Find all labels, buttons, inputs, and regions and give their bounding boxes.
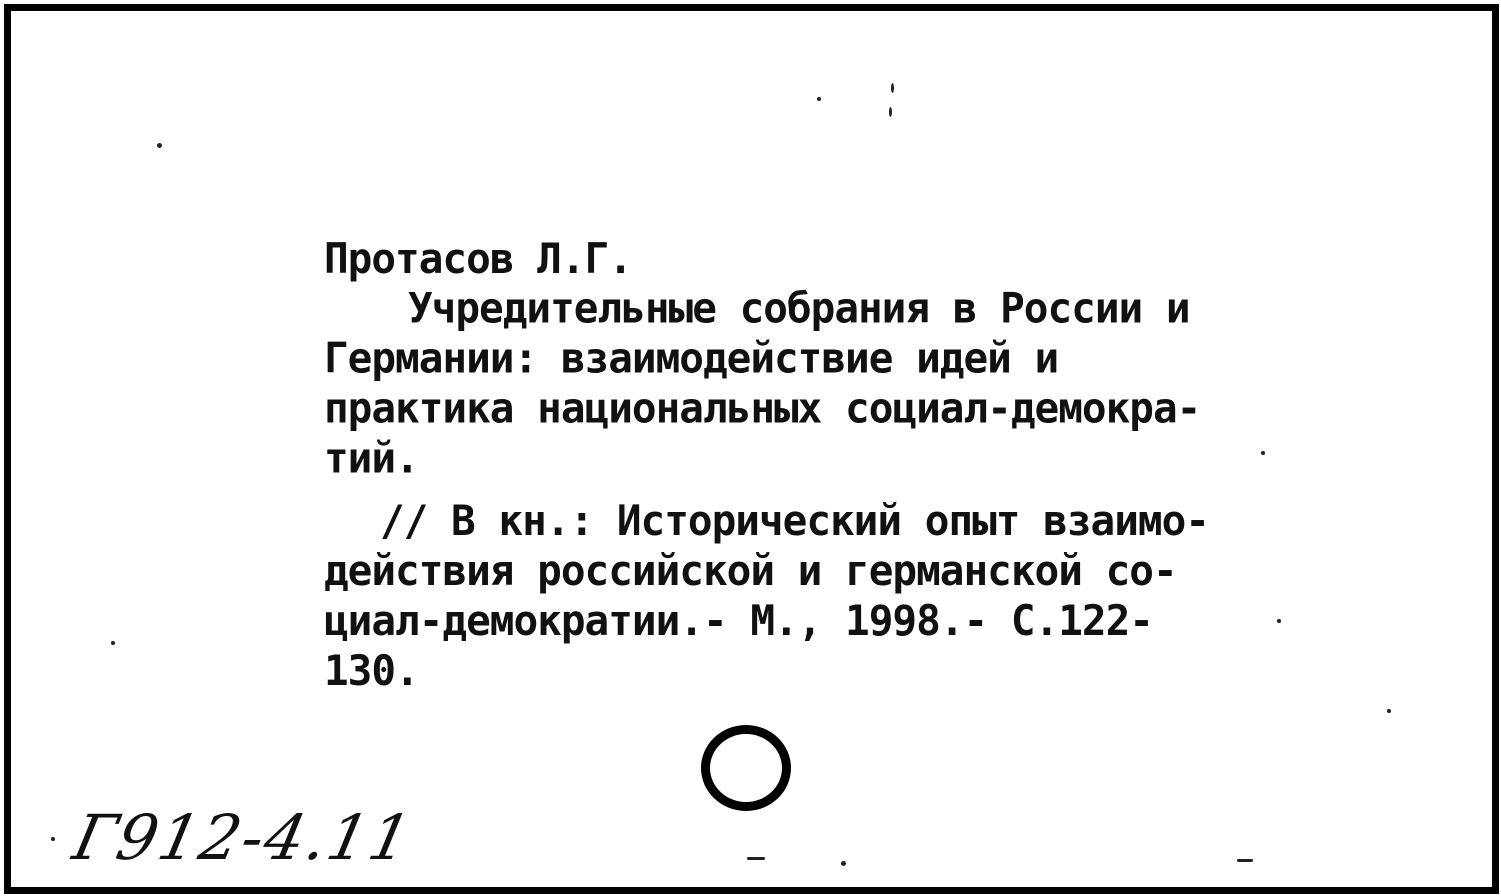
scan-speck: [817, 97, 821, 101]
title-line-1: Учредительные собрания в России и: [408, 283, 1190, 333]
catalog-card: [4, 4, 1499, 894]
source-line-3: циал-демократии.- М., 1998.- С.122-: [324, 596, 1153, 646]
handwritten-shelfmark: Г912-4.11: [67, 801, 420, 874]
title-line-2: Германии: взаимодействие идей и: [324, 333, 1059, 383]
scan-speck: [111, 641, 115, 645]
scan-speck: [157, 143, 162, 148]
scan-speck: [1277, 619, 1281, 623]
scan-speck: [747, 857, 765, 860]
author-name: Протасов Л.Г.: [324, 234, 632, 283]
title-line-3: практика национальных социал-демокра-: [324, 383, 1201, 433]
bibliographic-entry: [324, 234, 1244, 696]
scan-speck: [891, 83, 894, 93]
scan-speck: [841, 861, 846, 866]
source-line-2: действия российской и германской со-: [324, 546, 1177, 596]
source-line-4: 130.: [324, 646, 419, 696]
scan-speck: [1237, 859, 1253, 862]
source-line-1: // В кн.: Исторический опыт взаимо-: [380, 496, 1209, 546]
card-punch-hole: [701, 725, 791, 811]
scan-speck: [1261, 451, 1265, 455]
scan-speck: [889, 107, 892, 117]
title-line-4: тий.: [324, 433, 419, 483]
scan-speck: [51, 837, 55, 841]
scan-speck: [1387, 709, 1391, 713]
